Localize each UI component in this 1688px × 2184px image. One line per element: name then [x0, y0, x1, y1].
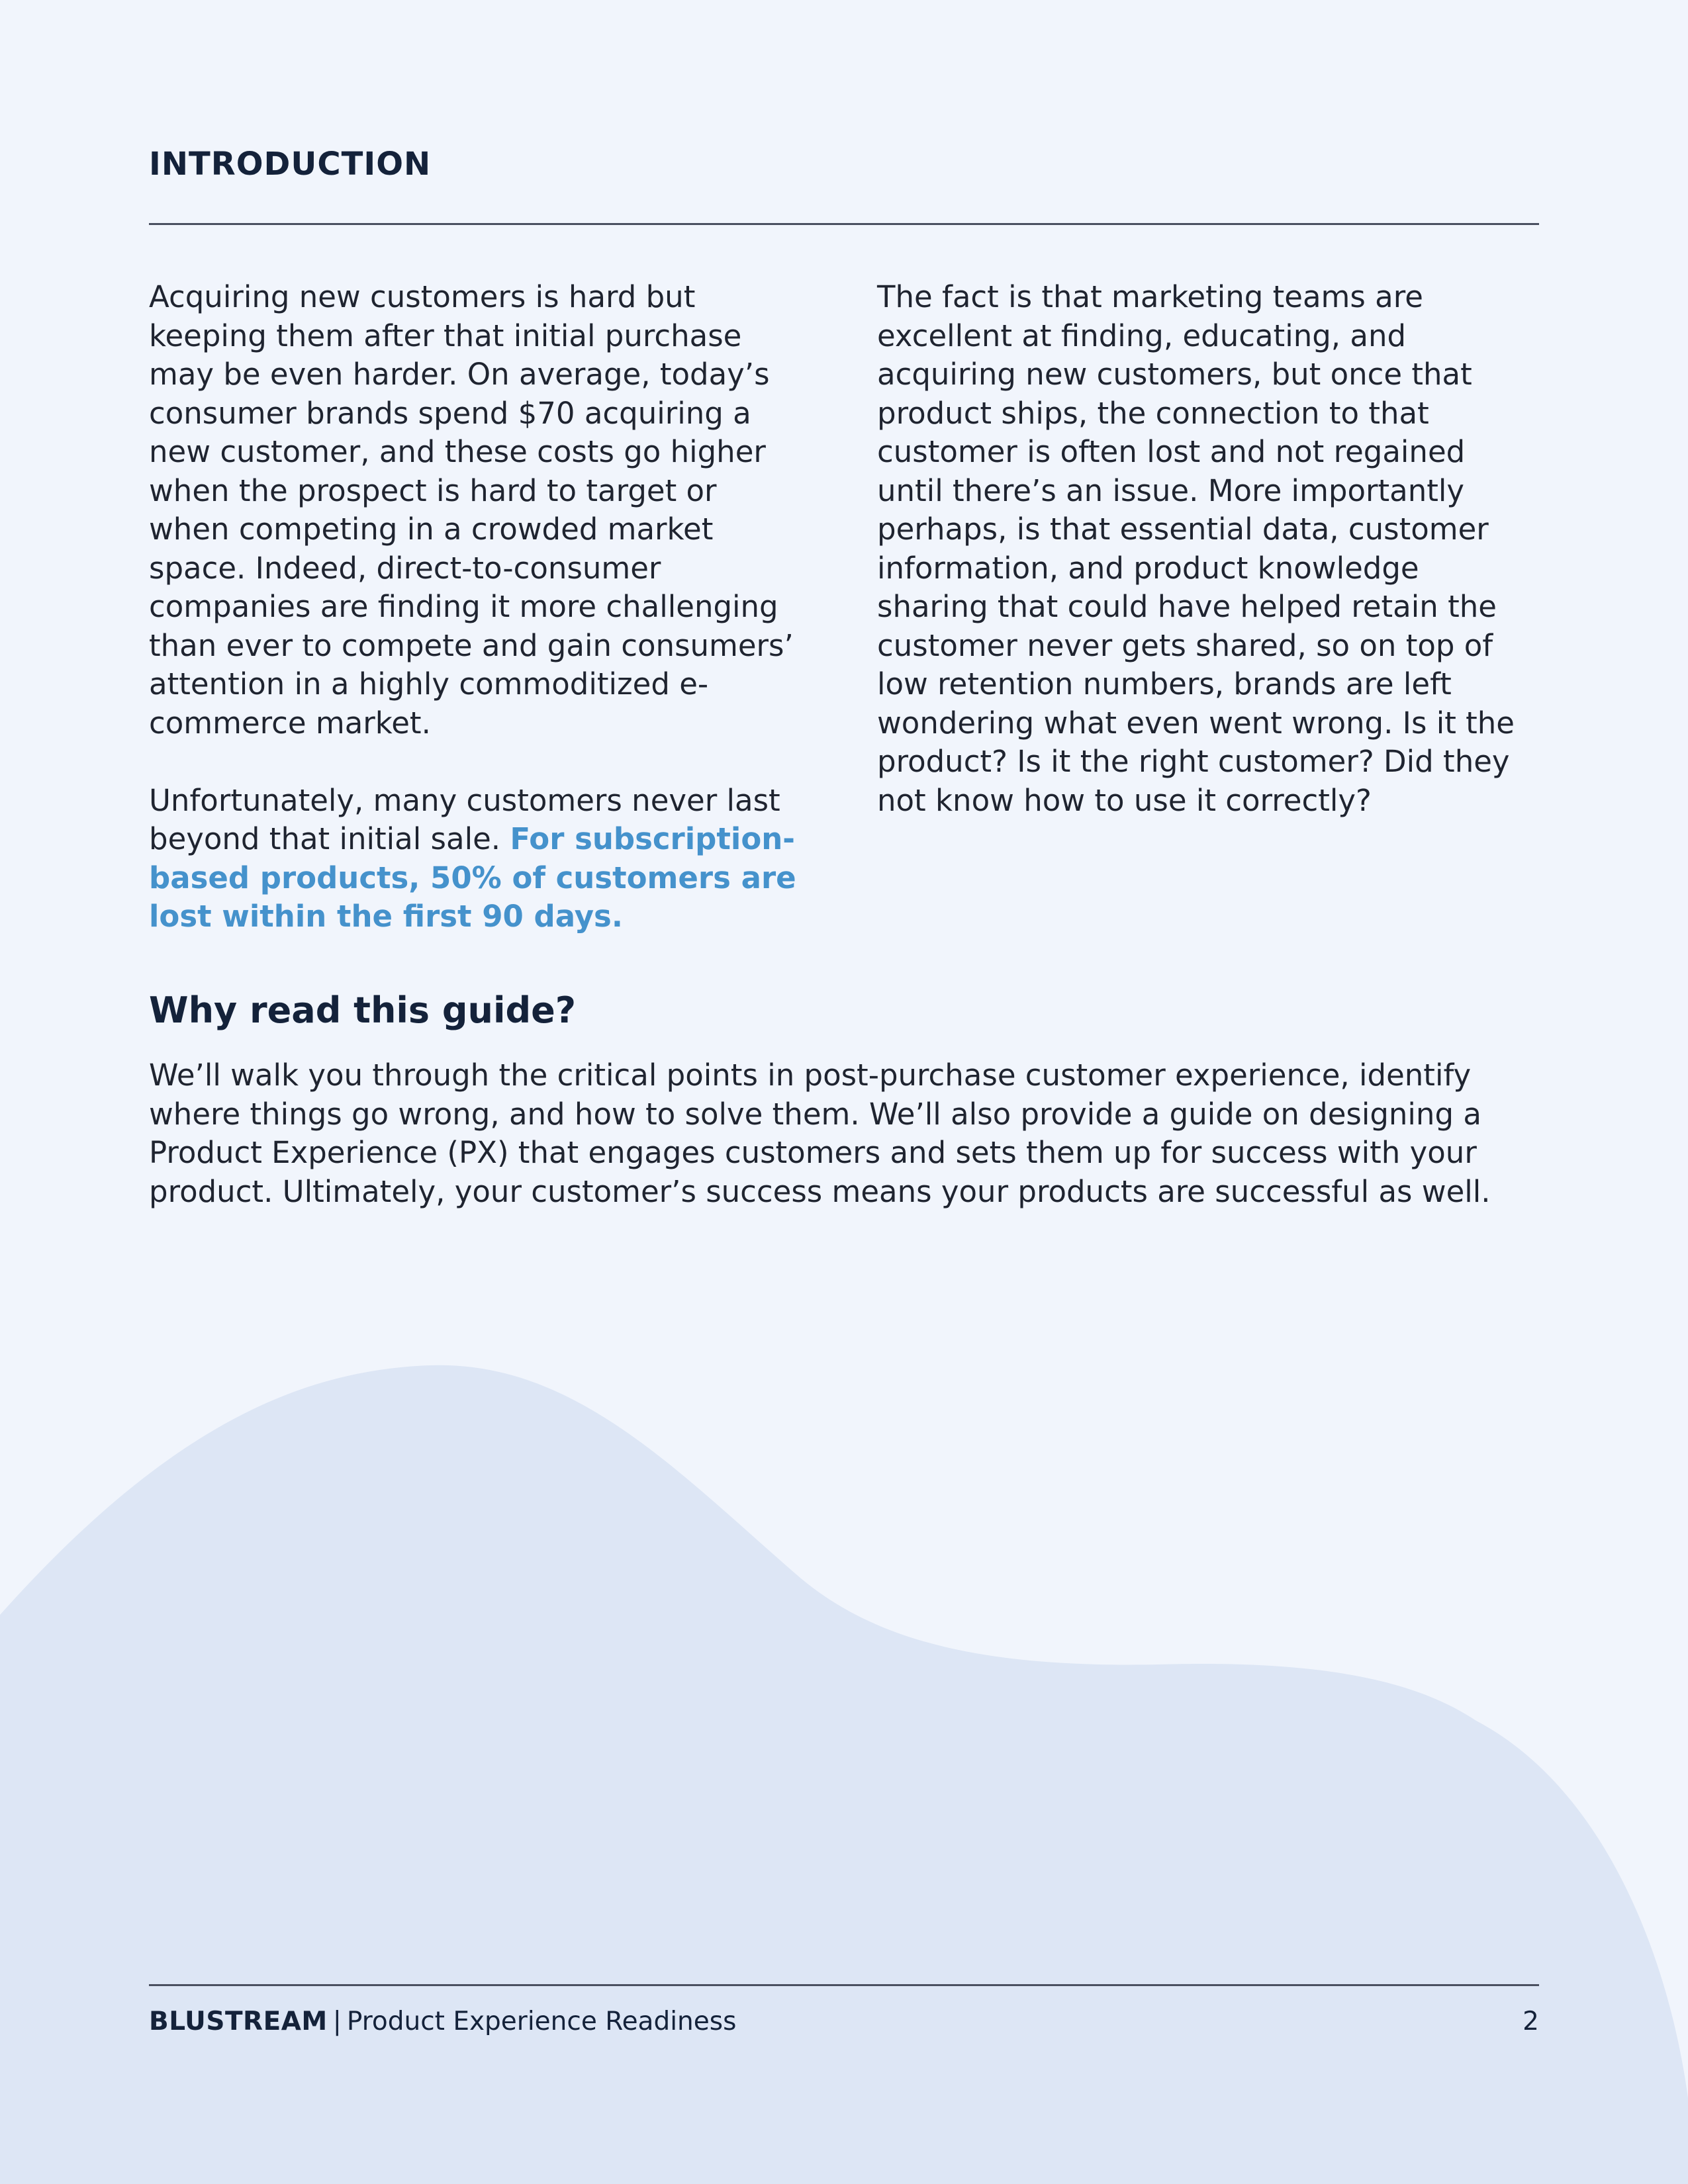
right-column [877, 278, 1532, 859]
left-column [149, 278, 804, 975]
intro-paragraph-1: Acquiring new customers is hard but keeping them after that initial purchase may be even harder. On average, today’s consumer brands spend $70 acquiring a new customer, and these costs go higher when the prospect is hard to target or when competing in a crowded market space. Indeed, direct-to-consumer companies are finding it more challenging than ever to compete and gain consumers’ attention in a highly commoditized e-commerce market. [149, 279, 794, 741]
section-heading: INTRODUCTION [149, 146, 432, 183]
header-divider [149, 223, 1539, 225]
why-read-body: We’ll walk you through the critical points in post-purchase customer experience, identify where things go wrong, and how to solve them. We’ll also provide a guide on designing a Product Experience (PX) that engages customers and sets them up for success with your product. Ultimately, your customer’s success means your products are successful as well. [149, 1058, 1491, 1209]
footer-separator: | [332, 2007, 342, 2036]
footer-divider [149, 1984, 1539, 1986]
document-title: Product Experience Readiness [346, 2007, 737, 2036]
page-number: 2 [1523, 2007, 1539, 2036]
intro-paragraph-2 [149, 782, 804, 936]
why-read-heading: Why read this guide? [149, 989, 577, 1031]
statistic-highlight: For subscription-based products, 50% of customers are lost within the first 90 days. [149, 821, 796, 934]
marketing-paragraph: The fact is that marketing teams are excellent at finding, educating, and acquiring new customers, but once that product ships, the connection to that customer is often lost and not regained until there’s an issue. More importantly perhaps, is that essential data, customer information, and product knowledge sharing that could have helped retain the customer never gets shared, so on top of low retention numbers, brands are left wondering what even went wrong. Is it the product? Is it the right customer? Did they not know how to use it correctly? [877, 279, 1515, 818]
intro-paragraph-2-text: Unfortunately, many customers never last beyond that initial sale. [149, 782, 780, 856]
brand-name: BLUSTREAM [149, 2007, 328, 2036]
footer-title [149, 2007, 736, 2036]
